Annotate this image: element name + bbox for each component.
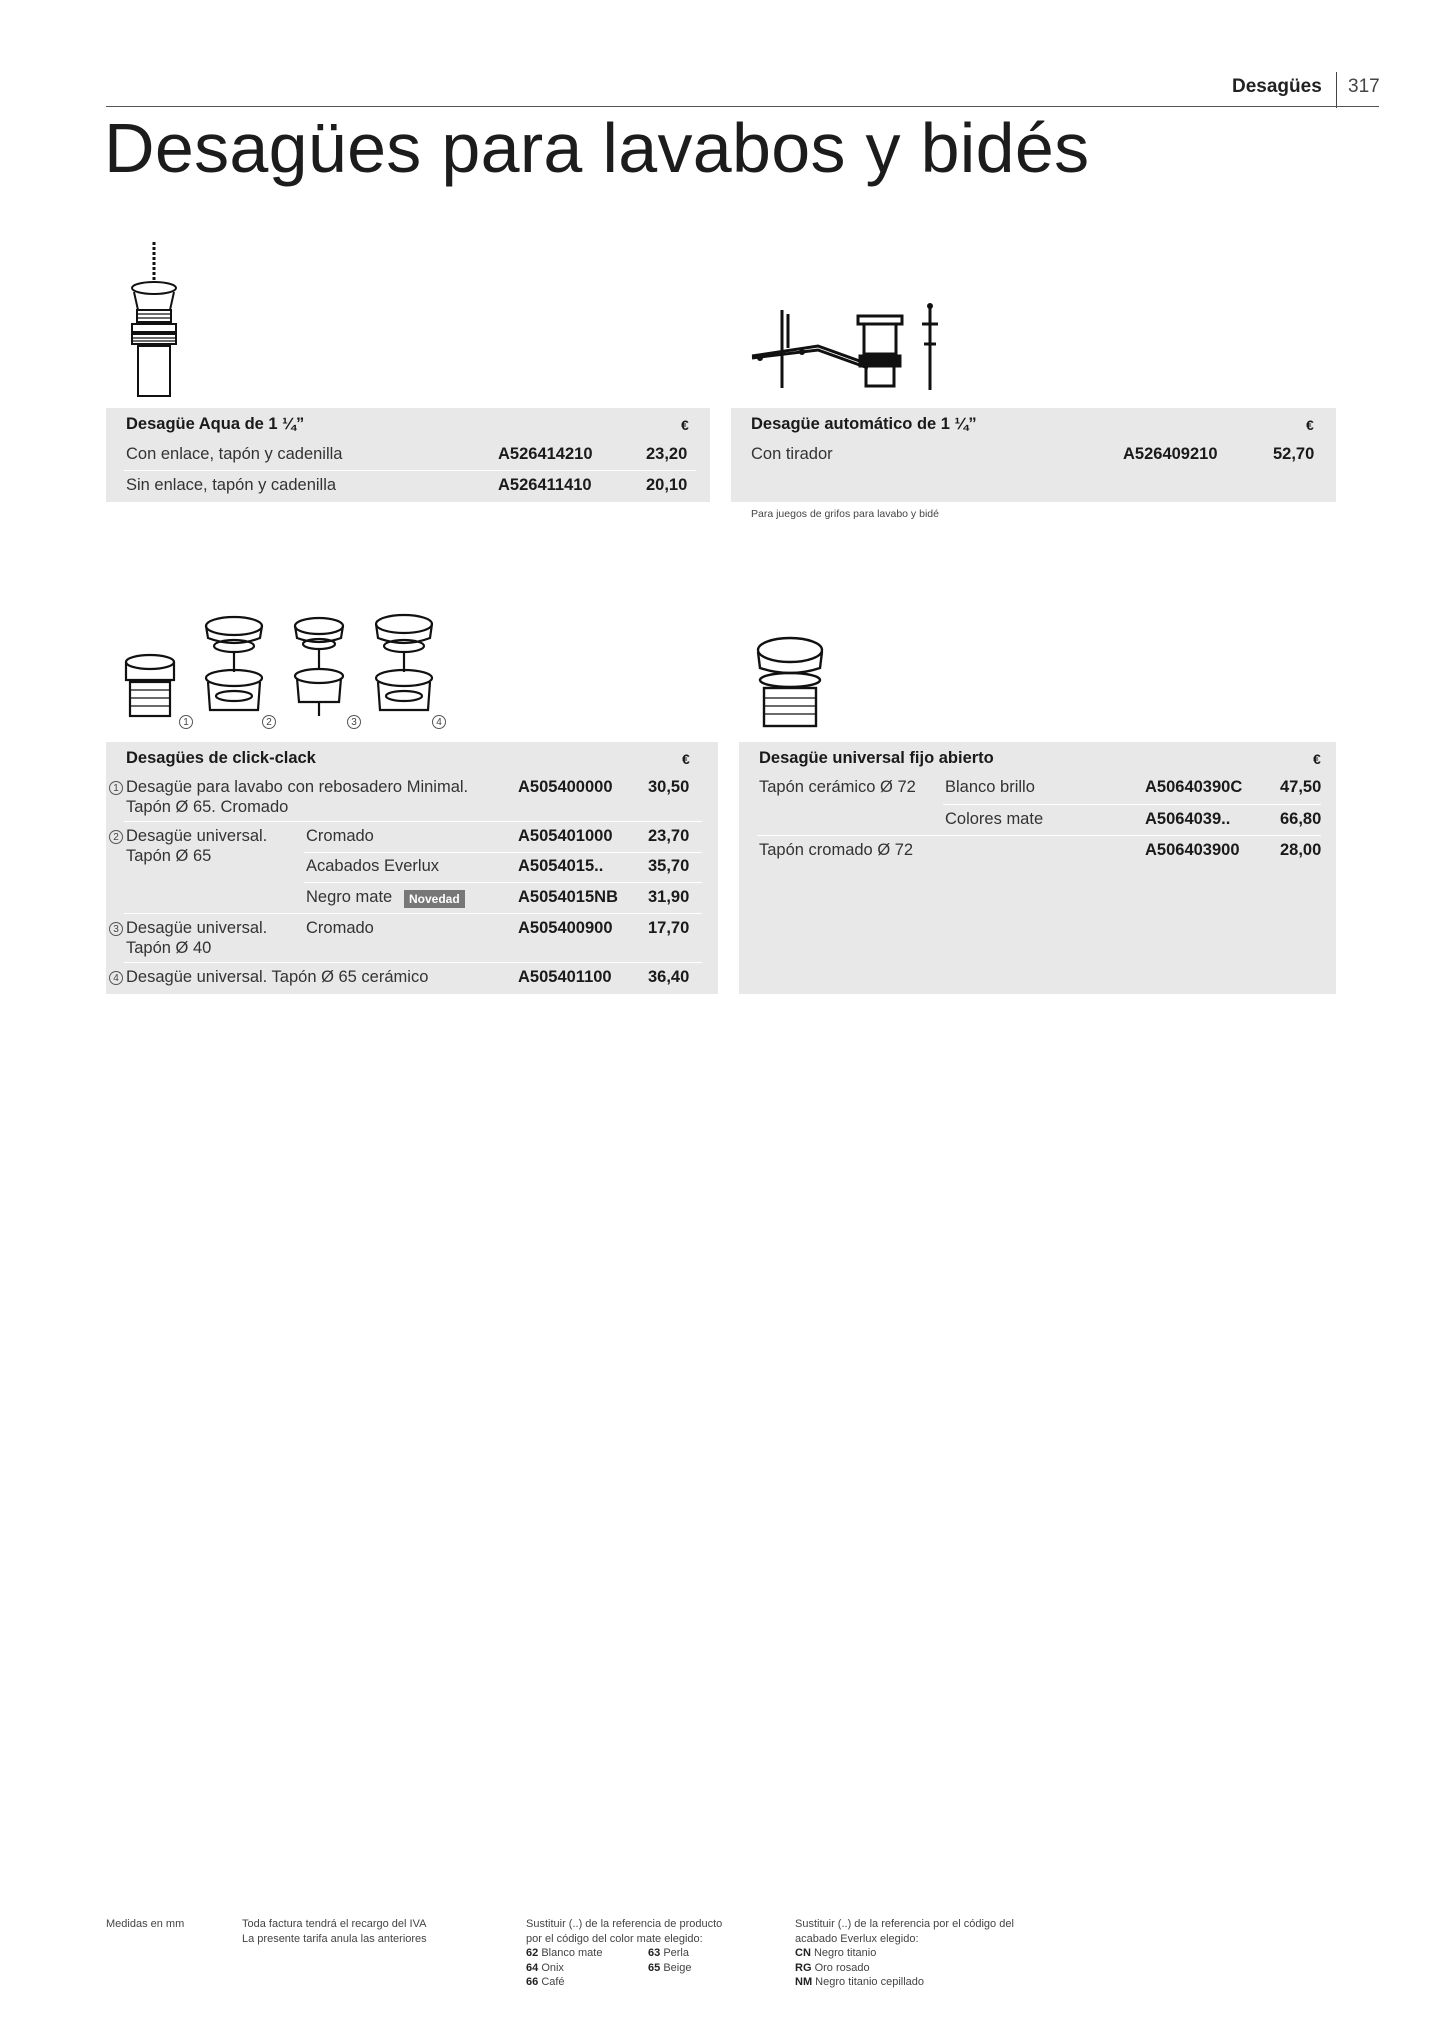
row-price: 47,50 xyxy=(1280,778,1322,796)
click-clack-title: Desagües de click-clack xyxy=(126,749,316,767)
row-price: 20,10 xyxy=(646,476,688,494)
row-ref: A505400900 xyxy=(518,919,613,937)
row-finish: Cromado xyxy=(306,827,374,845)
row-number: 3 xyxy=(109,922,123,936)
currency-label: € xyxy=(1313,751,1321,767)
footer-line: acabado Everlux elegido: xyxy=(795,1932,919,1945)
finish-name: Oro rosado xyxy=(814,1961,870,1974)
row-desc: Con enlace, tapón y cadenilla xyxy=(126,445,343,463)
row-ref: A505401100 xyxy=(518,968,612,986)
aqua-drain-image xyxy=(124,240,184,398)
fixed-open-drain-image xyxy=(754,636,826,732)
row-price: 31,90 xyxy=(648,888,690,906)
row-desc: Desagüe para lavabo con rebosadero Minimal. xyxy=(126,778,469,796)
image-label-3: 3 xyxy=(347,715,361,729)
color-code: 66 xyxy=(526,1976,539,1988)
fixed-open-drain-title: Desagüe universal fijo abierto xyxy=(759,749,994,767)
color-name: Perla xyxy=(663,1947,689,1959)
header-divider xyxy=(1336,72,1337,108)
footer-color-codes xyxy=(526,1917,776,1990)
page-title: Desagües para lavabos y bidés xyxy=(104,109,1090,187)
color-name: Blanco mate xyxy=(541,1947,603,1959)
image-label-1: 1 xyxy=(179,715,193,729)
row-desc: Tapón cerámico Ø 72 xyxy=(759,778,916,796)
color-code: 64 xyxy=(526,1961,539,1974)
row-finish: Colores mate xyxy=(945,810,1044,828)
row-number: 4 xyxy=(109,971,123,985)
row-ref: A505401000 xyxy=(518,827,613,845)
row-finish: Blanco brillo xyxy=(945,778,1035,796)
footer-everlux-codes xyxy=(795,1917,1014,1990)
color-name: Onix xyxy=(541,1961,564,1974)
row-ref: A505400000 xyxy=(518,778,613,796)
automatic-drain-image xyxy=(748,300,954,392)
image-label-4: 4 xyxy=(432,715,446,729)
row-price: 23,20 xyxy=(646,445,688,463)
aqua-drain-table xyxy=(106,408,710,502)
row-finish: Cromado xyxy=(306,919,374,937)
image-label-2: 2 xyxy=(262,715,276,729)
finish-code: NM xyxy=(795,1976,813,1988)
color-code: 63 xyxy=(648,1947,661,1959)
color-name: Café xyxy=(541,1976,565,1988)
row-price: 28,00 xyxy=(1280,841,1322,859)
color-code: 62 xyxy=(526,1947,539,1959)
row-desc-cont: Tapón Ø 65. Cromado xyxy=(126,798,289,816)
row-price: 36,40 xyxy=(648,968,690,986)
click-clack-drains-image xyxy=(124,612,454,732)
table-row xyxy=(106,471,710,501)
row-desc: Con tirador xyxy=(751,445,833,463)
footer-line: Sustituir (..) de la referencia de producto xyxy=(526,1918,723,1930)
row-ref: A50640390C xyxy=(1145,778,1243,796)
row-ref: A506403900 xyxy=(1145,841,1240,859)
row-price: 23,70 xyxy=(648,827,690,845)
row-number: 2 xyxy=(109,830,123,844)
currency-label: € xyxy=(681,417,689,433)
row-desc: Tapón cromado Ø 72 xyxy=(759,841,914,859)
finish-code: CN xyxy=(795,1947,811,1959)
color-name: Beige xyxy=(663,1961,692,1974)
row-finish: Acabados Everlux xyxy=(306,857,439,875)
row-ref: A5064039.. xyxy=(1145,810,1231,828)
automatic-drain-title: Desagüe automático de 1 ¼” xyxy=(751,415,977,433)
automatic-drain-table xyxy=(731,408,1336,502)
row-desc: Desagüe universal. xyxy=(126,919,268,937)
currency-label: € xyxy=(682,751,690,767)
top-rule xyxy=(106,106,1379,107)
row-desc-cont: Tapón Ø 65 xyxy=(126,847,212,865)
row-price: 52,70 xyxy=(1273,445,1315,463)
row-price: 30,50 xyxy=(648,778,690,796)
footer-line: por el código del color mate elegido: xyxy=(526,1932,703,1945)
row-number: 1 xyxy=(109,781,123,795)
section-name: Desagües xyxy=(1232,76,1322,97)
row-desc-cont: Tapón Ø 40 xyxy=(126,939,212,957)
finish-name: Negro titanio xyxy=(813,1947,877,1959)
row-finish: Negro mate xyxy=(306,888,393,906)
table-row xyxy=(731,440,1336,470)
row-desc: Desagüe universal. xyxy=(126,827,268,845)
currency-label: € xyxy=(1306,417,1314,433)
footer-line: Toda factura tendrá el recargo del IVA xyxy=(242,1918,427,1930)
row-desc: Desagüe universal. Tapón Ø 65 cerámico xyxy=(126,968,429,986)
row-price: 17,70 xyxy=(648,919,690,937)
footer-tax-note xyxy=(242,1917,427,1946)
row-ref: A5054015.. xyxy=(518,857,604,875)
row-ref: A526411410 xyxy=(498,476,592,494)
finish-name: Negro titanio cepillado xyxy=(815,1976,925,1988)
row-ref: A526414210 xyxy=(498,445,593,463)
row-price: 66,80 xyxy=(1280,810,1322,828)
page-number: 317 xyxy=(1348,76,1380,97)
row-price: 35,70 xyxy=(648,857,690,875)
row-ref: A526409210 xyxy=(1123,445,1218,463)
footer-line: La presente tarifa anula las anteriores xyxy=(242,1932,427,1945)
row-desc: Sin enlace, tapón y cadenilla xyxy=(126,476,337,494)
footer-measures: Medidas en mm xyxy=(106,1918,185,1930)
finish-code: RG xyxy=(795,1961,812,1974)
fixed-open-drain-table xyxy=(739,742,1336,994)
row-ref: A5054015NB xyxy=(518,888,618,906)
aqua-drain-title: Desagüe Aqua de 1 ¼” xyxy=(126,415,305,433)
new-badge: Novedad xyxy=(404,890,465,908)
click-clack-table xyxy=(106,742,718,994)
table-row xyxy=(106,440,710,470)
color-code: 65 xyxy=(648,1961,661,1974)
automatic-drain-note: Para juegos de grifos para lavabo y bidé xyxy=(751,508,939,520)
footer-line: Sustituir (..) de la referencia por el código del xyxy=(795,1918,1014,1930)
